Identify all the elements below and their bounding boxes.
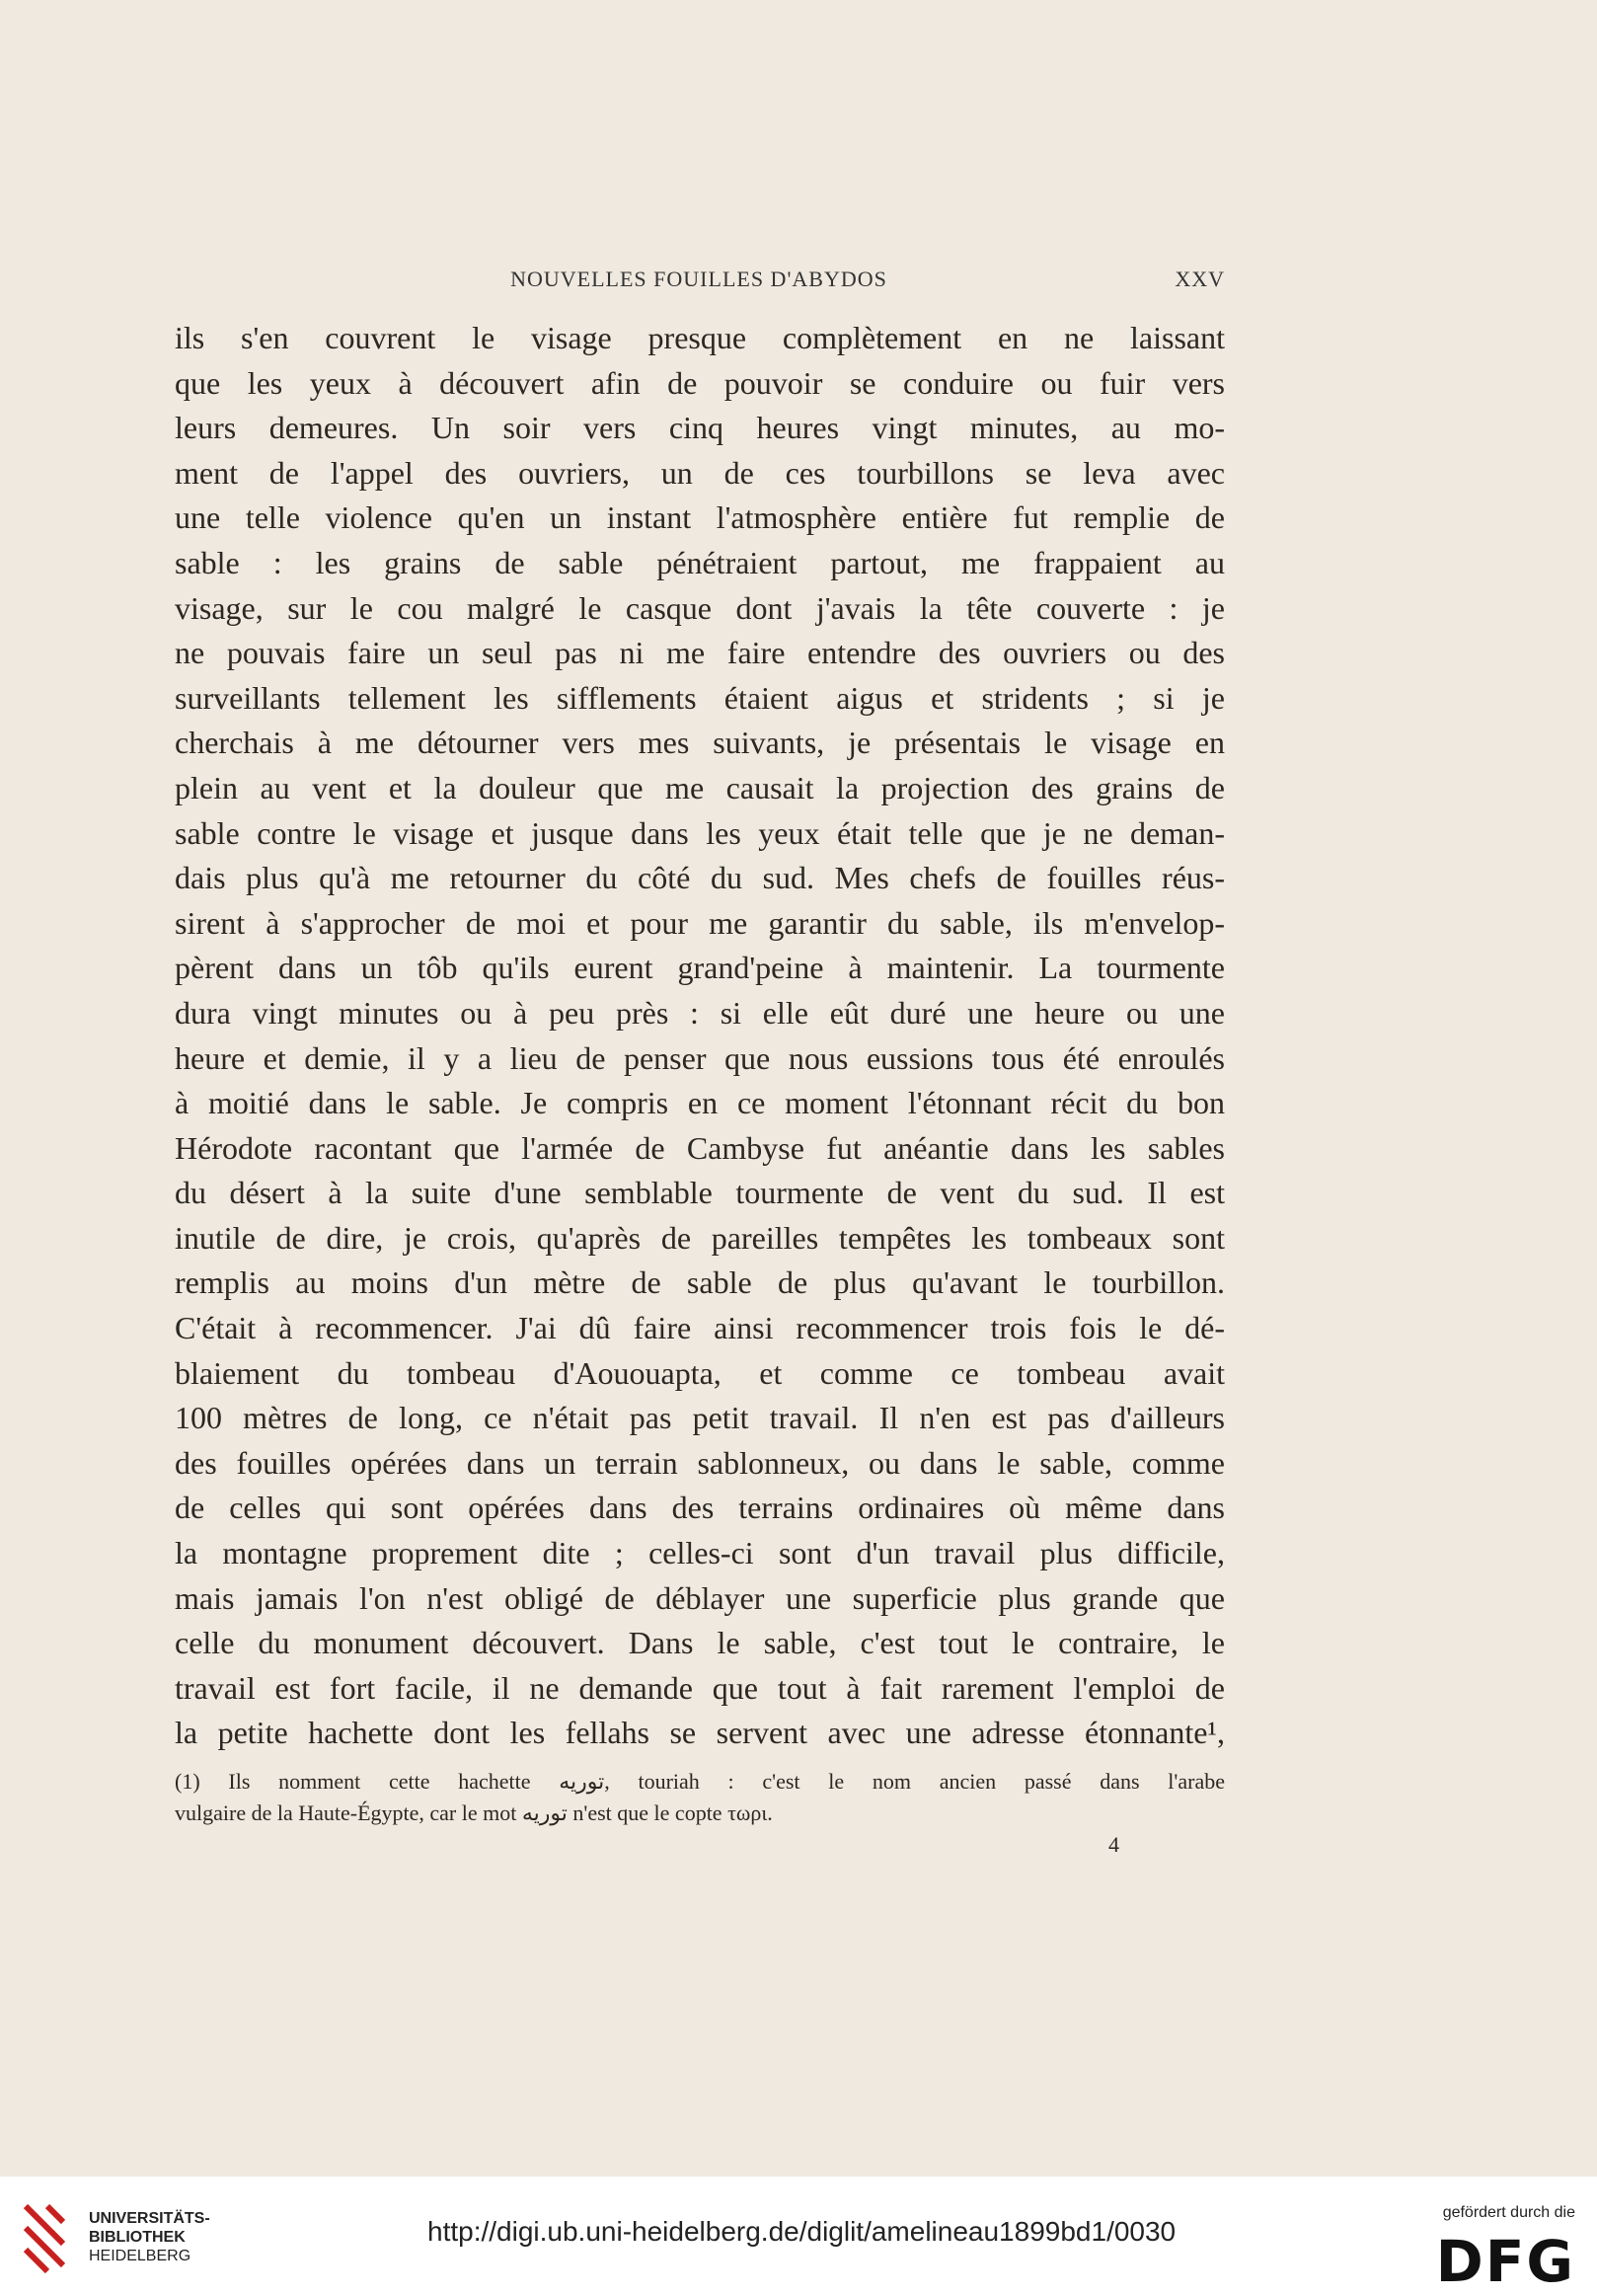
text-line: que les yeux à découvert afin de pouvoir se conduire ou fuir vers [175, 364, 1225, 401]
text-line: du désert à la suite d'une semblable tourmente de vent du sud. Il est [175, 1175, 1225, 1211]
text-line: travail est fort facile, il ne demande que tout à fait rarement l'emploi de [175, 1669, 1225, 1706]
footnote-line: (1) Ils nomment cette hachette توريه, touriah : c'est le nom ancien passé dans l'arabe [175, 1769, 1225, 1794]
text-line: 100 mètres de long, ce n'était pas petit travail. Il n'en est pas d'ailleurs [175, 1400, 1225, 1436]
text-line: des fouilles opérées dans un terrain sablonneux, ou dans le sable, comme [175, 1444, 1225, 1481]
text-line: la montagne proprement dite ; celles-ci sont d'un travail plus difficile, [175, 1535, 1225, 1571]
running-title: NOUVELLES FOUILLES D'ABYDOS [510, 267, 887, 291]
body-text [175, 316, 1225, 1756]
footnote [175, 1766, 1225, 1829]
footnote-line: vulgaire de la Haute-Égypte, car le mot توريه n'est que le copte τωρι. [175, 1800, 773, 1825]
text-line: la petite hachette dont les fellahs se servent avec une adresse étonnante¹, [175, 1715, 1225, 1751]
text-line: inutile de dire, je crois, qu'après de pareilles tempêtes les tombeaux sont [175, 1219, 1225, 1256]
text-line: leurs demeures. Un soir vers cinq heures vingt minutes, au mo- [175, 410, 1225, 446]
text-line: ne pouvais faire un seul pas ni me faire entendre des ouvriers ou des [175, 635, 1225, 671]
text-line: surveillants tellement les sifflements étaient aigus et stridents ; si je [175, 679, 1225, 716]
text-line: mais jamais l'on n'est obligé de déblayer une superficie plus grande que [175, 1579, 1225, 1616]
text-line: dais plus qu'à me retourner du côté du sud. Mes chefs de fouilles réus- [175, 860, 1225, 896]
dfg-logo: DFG [1435, 2228, 1575, 2295]
text-line: sable contre le visage et jusque dans les yeux était telle que je ne deman- [175, 814, 1225, 851]
text-line: plein au vent et la douleur que me causait la projection des grains de [175, 769, 1225, 805]
text-line: celle du monument découvert. Dans le sable, c'est tout le contraire, le [175, 1625, 1225, 1661]
text-line: visage, sur le cou malgré le casque dont j'avais la tête couverte : je [175, 589, 1225, 626]
text-line: sable : les grains de sable pénétraient partout, me frappaient au [175, 544, 1225, 580]
text-line: Hérodote racontant que l'armée de Cambyse fut anéantie dans les sables [175, 1129, 1225, 1166]
text-line: heure et demie, il y a lieu de penser que nous eussions tous été enroulés [175, 1039, 1225, 1076]
text-line: C'était à recommencer. J'ai dû faire ainsi recommencer trois fois le dé- [175, 1310, 1225, 1346]
text-line: dura vingt minutes ou à peu près : si elle eût duré une heure ou une [175, 994, 1225, 1031]
library-name-line: BIBLIOTHEK [89, 2229, 186, 2246]
text-line: à moitié dans le sable. Je compris en ce moment l'étonnant récit du bon [175, 1085, 1225, 1121]
library-name-line: UNIVERSITÄTS- [89, 2210, 210, 2227]
digitization-footer [0, 2177, 1597, 2296]
text-line: sirent à s'approcher de moi et pour me garantir du sable, ils m'envelop- [175, 904, 1225, 941]
text-line: blaiement du tombeau d'Aououapta, et comme ce tombeau avait [175, 1354, 1225, 1391]
signature-mark: 4 [1108, 1832, 1119, 1857]
text-line: une telle violence qu'en un instant l'atmosphère entière fut remplie de [175, 499, 1225, 536]
library-logo-icon [18, 2198, 71, 2277]
text-line: remplis au moins d'un mètre de sable de plus qu'avant le tourbillon. [175, 1264, 1225, 1301]
library-name [89, 2209, 210, 2265]
text-line: pèrent dans un tôb qu'ils eurent grand'peine à maintenir. La tourmente [175, 950, 1225, 986]
page-number: XXV [1175, 267, 1225, 291]
funding-note: gefördert durch die [1442, 2204, 1575, 2221]
text-line: ils s'en couvrent le visage presque complètement en ne laissant [175, 320, 1225, 355]
text-line: ment de l'appel des ouvriers, un de ces tourbillons se leva avec [175, 454, 1225, 491]
text-line: cherchais à me détourner vers mes suivants, je présentais le visage en [175, 725, 1225, 761]
permalink[interactable]: http://digi.ub.uni-heidelberg.de/diglit/amelineau1899bd1/0030 [427, 2216, 1177, 2247]
running-header [173, 261, 1225, 300]
text-line: de celles qui sont opérées dans des terrains ordinaires où même dans [175, 1490, 1225, 1526]
library-name-line: HEIDELBERG [89, 2248, 191, 2264]
